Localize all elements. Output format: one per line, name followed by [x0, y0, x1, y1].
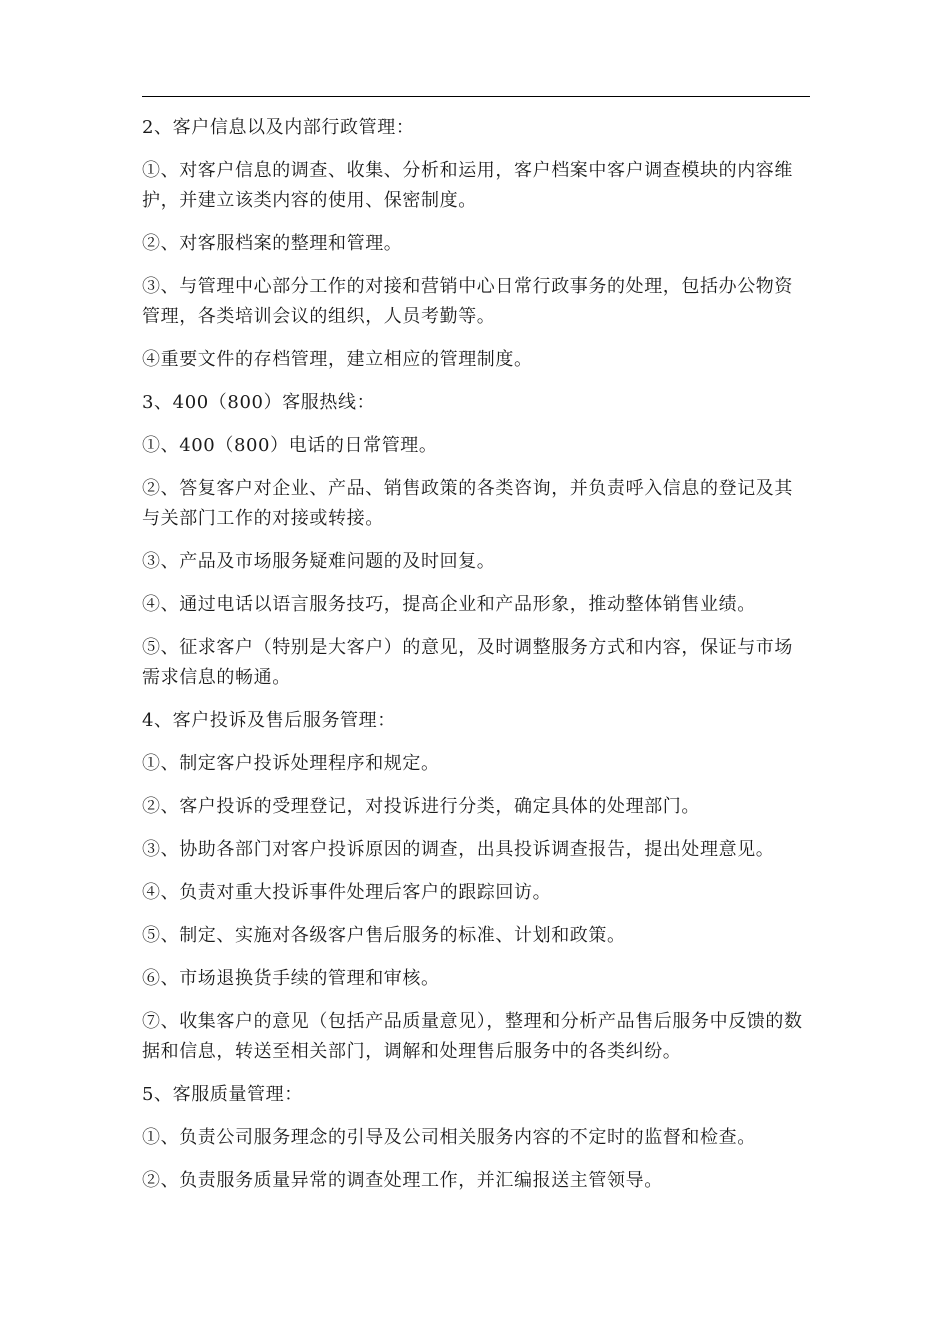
document-body [142, 113, 810, 1209]
list-item: ⑤、制定、实施对各级客户售后服务的标准、计划和政策。 [142, 925, 626, 946]
section-heading-5: 5、客服质量管理： [142, 1084, 303, 1105]
list-item: ①、制定客户投诉处理程序和规定。 [142, 753, 440, 774]
section-heading-4: 4、客户投诉及售后服务管理： [142, 710, 396, 731]
list-item: ⑦、收集客户的意见（包括产品质量意见），整理和分析产品售后服务中反馈的数据和信息，转送至相关部门，调解和处理售后服务中的各类纠纷。 [142, 1011, 803, 1062]
list-item: ④重要文件的存档管理，建立相应的管理制度。 [142, 349, 533, 370]
list-item: ④、负责对重大投诉事件处理后客户的跟踪回访。 [142, 882, 552, 903]
list-item: ③、协助各部门对客户投诉原因的调查，出具投诉调查报告，提出处理意见。 [142, 839, 775, 860]
list-item: ①、对客户信息的调查、收集、分析和运用，客户档案中客户调查模块的内容维护，并建立该类内容的使用、保密制度。 [142, 160, 793, 211]
list-item: ④、通过电话以语言服务技巧，提高企业和产品形象，推动整体销售业绩。 [142, 594, 756, 615]
list-item: ③、与管理中心部分工作的对接和营销中心日常行政事务的处理，包括办公物资管理，各类培训会议的组织，人员考勤等。 [142, 276, 793, 327]
header-rule [142, 96, 810, 97]
list-item: ②、负责服务质量异常的调查处理工作，并汇编报送主管领导。 [142, 1170, 663, 1191]
list-item: ②、客户投诉的受理登记，对投诉进行分类，确定具体的处理部门。 [142, 796, 700, 817]
section-heading-3: 3、400（800）客服热线： [142, 392, 376, 413]
list-item: ③、产品及市场服务疑难问题的及时回复。 [142, 551, 496, 572]
list-item: ①、负责公司服务理念的引导及公司相关服务内容的不定时的监督和检查。 [142, 1127, 756, 1148]
list-item: ①、400（800）电话的日常管理。 [142, 435, 438, 456]
list-item: ②、对客服档案的整理和管理。 [142, 233, 403, 254]
list-item: ⑥、市场退换货手续的管理和审核。 [142, 968, 440, 989]
section-heading-2: 2、客户信息以及内部行政管理： [142, 117, 415, 138]
list-item: ②、答复客户对企业、产品、销售政策的各类咨询，并负责呼入信息的登记及其与关部门工作的对接或转接。 [142, 478, 793, 529]
list-item: ⑤、征求客户（特别是大客户）的意见，及时调整服务方式和内容，保证与市场需求信息的畅通。 [142, 637, 793, 688]
